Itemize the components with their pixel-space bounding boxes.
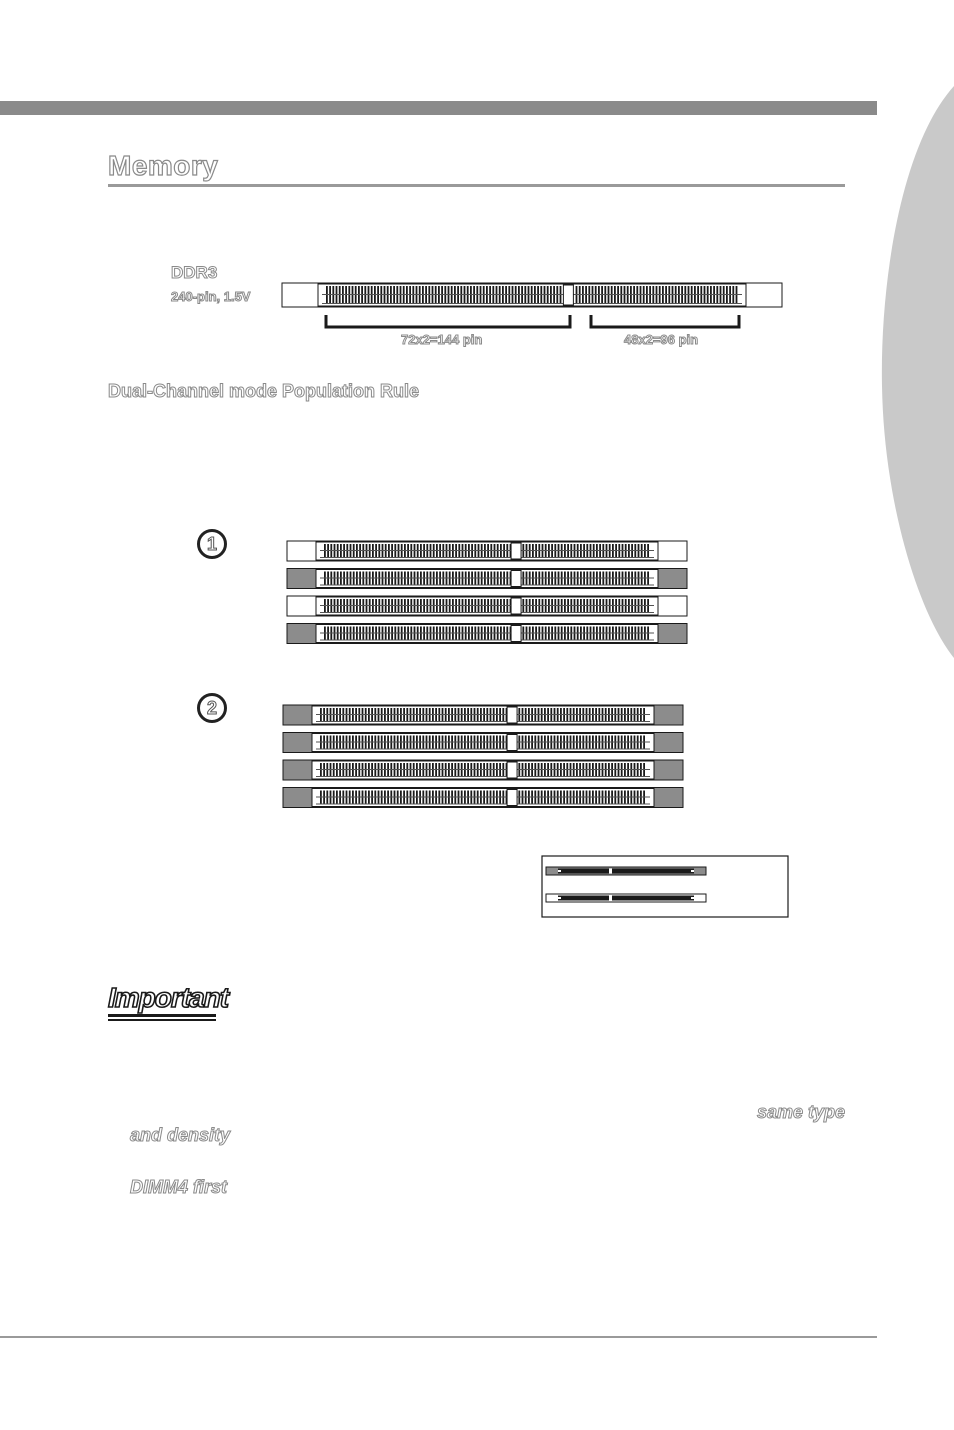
ddr3-spec-label: 240-pin, 1.5V bbox=[171, 289, 251, 304]
right-pin-bracket bbox=[591, 315, 739, 327]
step-1-slot-4 bbox=[287, 624, 687, 644]
step-2-slot-2 bbox=[283, 733, 683, 753]
right-pin-count-label: 48x2=96 pin bbox=[624, 332, 699, 347]
header-bar bbox=[0, 101, 877, 115]
ddr3-type-label: DDR3 bbox=[171, 263, 218, 282]
slot-legend-box bbox=[542, 856, 788, 917]
step-2-slots bbox=[283, 705, 683, 808]
step-1-badge: 1 bbox=[197, 529, 227, 559]
step-2-slot-1 bbox=[283, 705, 683, 725]
emphasis-and-density: and density bbox=[130, 1125, 231, 1145]
chapter-side-tab bbox=[880, 86, 954, 658]
important-underline-2 bbox=[108, 1019, 216, 1021]
step-2-badge: 2 bbox=[197, 693, 227, 723]
page-title: Memory bbox=[108, 150, 219, 181]
title-rule bbox=[108, 184, 845, 187]
step-1-slot-1 bbox=[287, 541, 687, 561]
ddr3-module-outline bbox=[282, 283, 782, 307]
legend-slot-empty bbox=[546, 894, 706, 902]
step-2-slot-3 bbox=[283, 760, 683, 780]
footer-rule bbox=[0, 1336, 877, 1338]
important-underline bbox=[108, 1014, 216, 1017]
ddr3-module bbox=[282, 283, 782, 307]
legend-slot-installed bbox=[546, 867, 706, 875]
left-pin-bracket bbox=[326, 315, 570, 327]
emphasis-same-type: same type bbox=[757, 1102, 846, 1122]
step-1-slot-2 bbox=[287, 569, 687, 589]
step-2-slot-4 bbox=[283, 788, 683, 808]
emphasis-dimm4-first: DIMM4 first bbox=[130, 1177, 228, 1197]
left-pin-count-label: 72x2=144 pin bbox=[401, 332, 483, 347]
step-1-slot-3 bbox=[287, 596, 687, 616]
section-heading: Dual-Channel mode Population Rule bbox=[108, 381, 420, 401]
important-heading: Important bbox=[108, 982, 229, 1013]
step-1-slots bbox=[287, 541, 687, 644]
